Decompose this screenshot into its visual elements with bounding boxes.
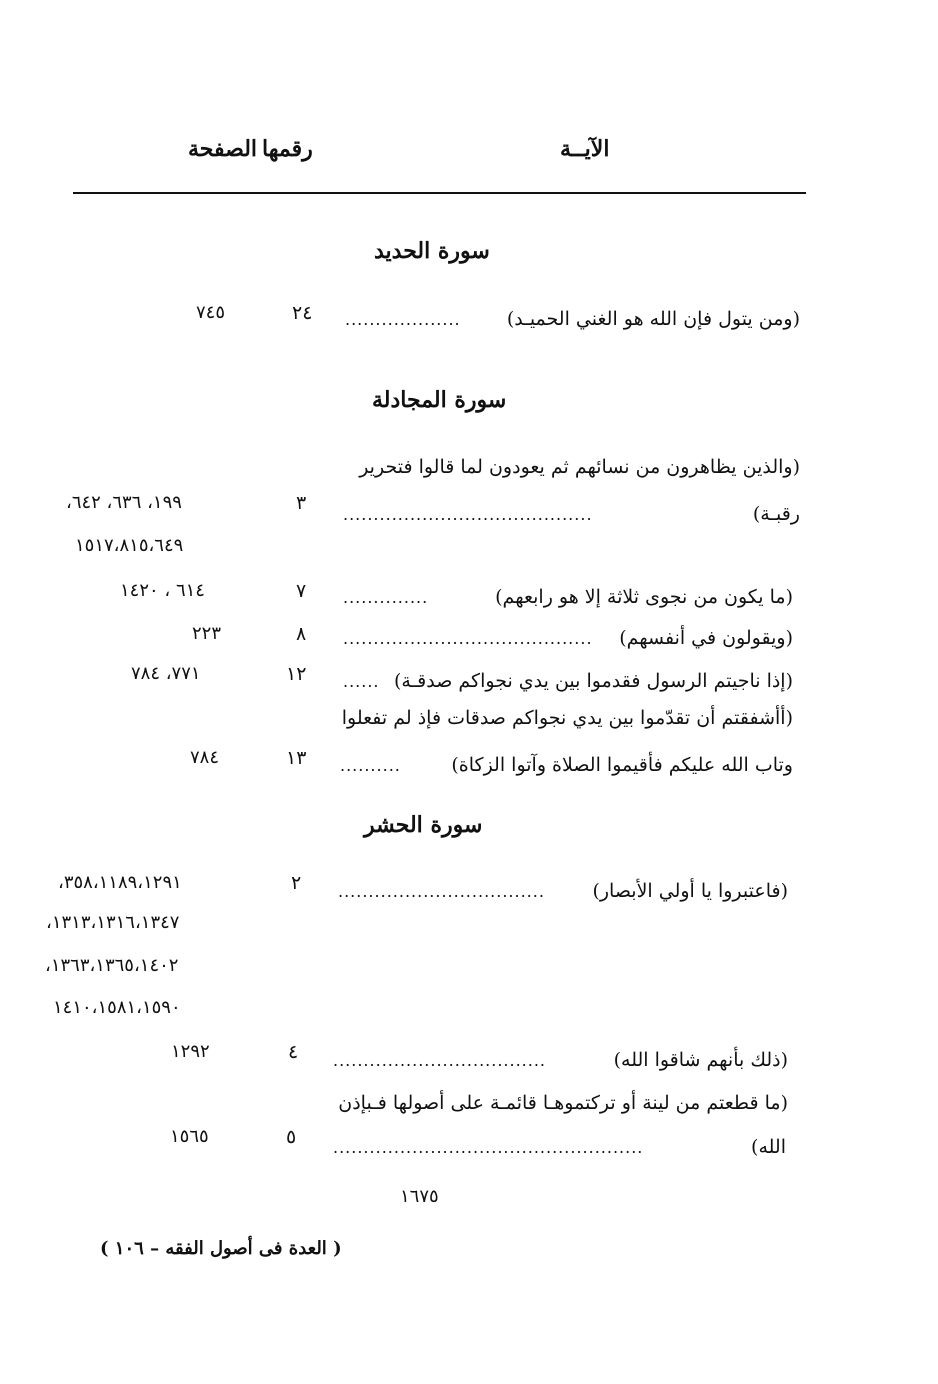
- verse-text: (ومن يتول فإن الله هو الغني الحميـد): [506, 308, 800, 330]
- verse-text: (أأشفقتم أن تقدّموا بين يدي نجواكم صدقات فإذ لم تفعلوا: [341, 707, 793, 729]
- column-header-verse: الآيــة: [560, 136, 610, 162]
- verse-text-continued: الله): [751, 1136, 786, 1158]
- verse-text-continued: وتاب الله عليكم فأقيموا الصلاة وآتوا الزكاة): [451, 754, 793, 776]
- verse-number: ٥: [286, 1126, 297, 1148]
- header-rule: [73, 192, 806, 194]
- page-refs: ١٩٩، ٦٣٦، ٦٤٢،: [66, 492, 182, 513]
- surah-title-hadid: سورة الحديد: [374, 238, 490, 264]
- page-refs: ٦١٤ ، ١٤٢٠: [120, 580, 205, 601]
- leader-dots: .........................................: [343, 629, 593, 648]
- verse-text: (ويقولون في أنفسهم): [619, 627, 793, 649]
- page-refs: ٣٥٨،١١٨٩،١٢٩١،: [58, 872, 182, 893]
- verse-text: (ذلك بأنهم شاقوا الله): [613, 1049, 788, 1071]
- column-header-page: الصفحة: [188, 136, 258, 162]
- verse-text-continued: رقبـة): [752, 503, 800, 525]
- leader-dots: ......: [343, 672, 380, 691]
- verse-number: ١٣: [286, 747, 307, 769]
- leader-dots: ..........: [340, 756, 401, 775]
- page-refs: ٢٢٣: [192, 623, 222, 644]
- page-refs: ١٥٦٥: [170, 1126, 209, 1147]
- verse-text: (فاعتبروا يا أولي الأبصار): [592, 880, 788, 902]
- page-number: ١٦٧٥: [400, 1186, 439, 1207]
- leader-dots: ...................................................: [333, 1138, 644, 1157]
- leader-dots: ..............: [343, 588, 429, 607]
- verse-number: ٣: [296, 492, 307, 514]
- verse-text: (ما قطعتم من لينة أو تركتموهـا قائمـة على أصولها فـبإذن: [338, 1092, 788, 1114]
- page-refs-continued: ١٣٦٣،١٣٦٥،١٤٠٢،: [45, 955, 179, 976]
- page-refs: ٧٨٤: [190, 747, 220, 768]
- page-refs: ٧٤٥: [196, 302, 226, 323]
- verse-number: ٨: [296, 623, 307, 645]
- running-footer: ( العدة فى أصول الفقه – ١٠٦ ): [100, 1238, 342, 1259]
- surah-title-mujadila: سورة المجادلة: [372, 387, 507, 413]
- column-header-number: رقمها: [262, 136, 313, 162]
- page-refs-continued: ١٥١٧،٨١٥،٦٤٩: [75, 535, 184, 556]
- surah-title-hashr: سورة الحشر: [364, 812, 483, 838]
- leader-dots: ...................................: [333, 1051, 547, 1070]
- verse-number: ٢٤: [292, 302, 313, 324]
- leader-dots: ...................: [345, 310, 461, 329]
- verse-number: ٧: [296, 580, 307, 602]
- verse-text: (إذا ناجيتم الرسول فقدموا بين يدي نجواكم صدقـة): [394, 670, 793, 692]
- verse-text: (ما يكون من نجوى ثلاثة إلا هو رابعهم): [495, 586, 793, 608]
- verse-number: ١٢: [286, 663, 307, 685]
- verse-number: ٢: [291, 872, 302, 894]
- verse-number: ٤: [288, 1041, 299, 1063]
- page-refs: ٧٧١، ٧٨٤: [131, 663, 201, 684]
- verse-text: (والذين يظاهرون من نسائهم ثم يعودون لما قالوا فتحرير: [359, 456, 800, 478]
- page-refs-continued: ١٣١٣،١٣١٦،١٣٤٧،: [46, 912, 180, 933]
- leader-dots: .........................................: [343, 505, 593, 524]
- page-refs: ١٢٩٢: [171, 1041, 210, 1062]
- page-refs-continued: ١٤١٠،١٥٨١،١٥٩٠: [53, 997, 181, 1018]
- leader-dots: ..................................: [338, 882, 545, 901]
